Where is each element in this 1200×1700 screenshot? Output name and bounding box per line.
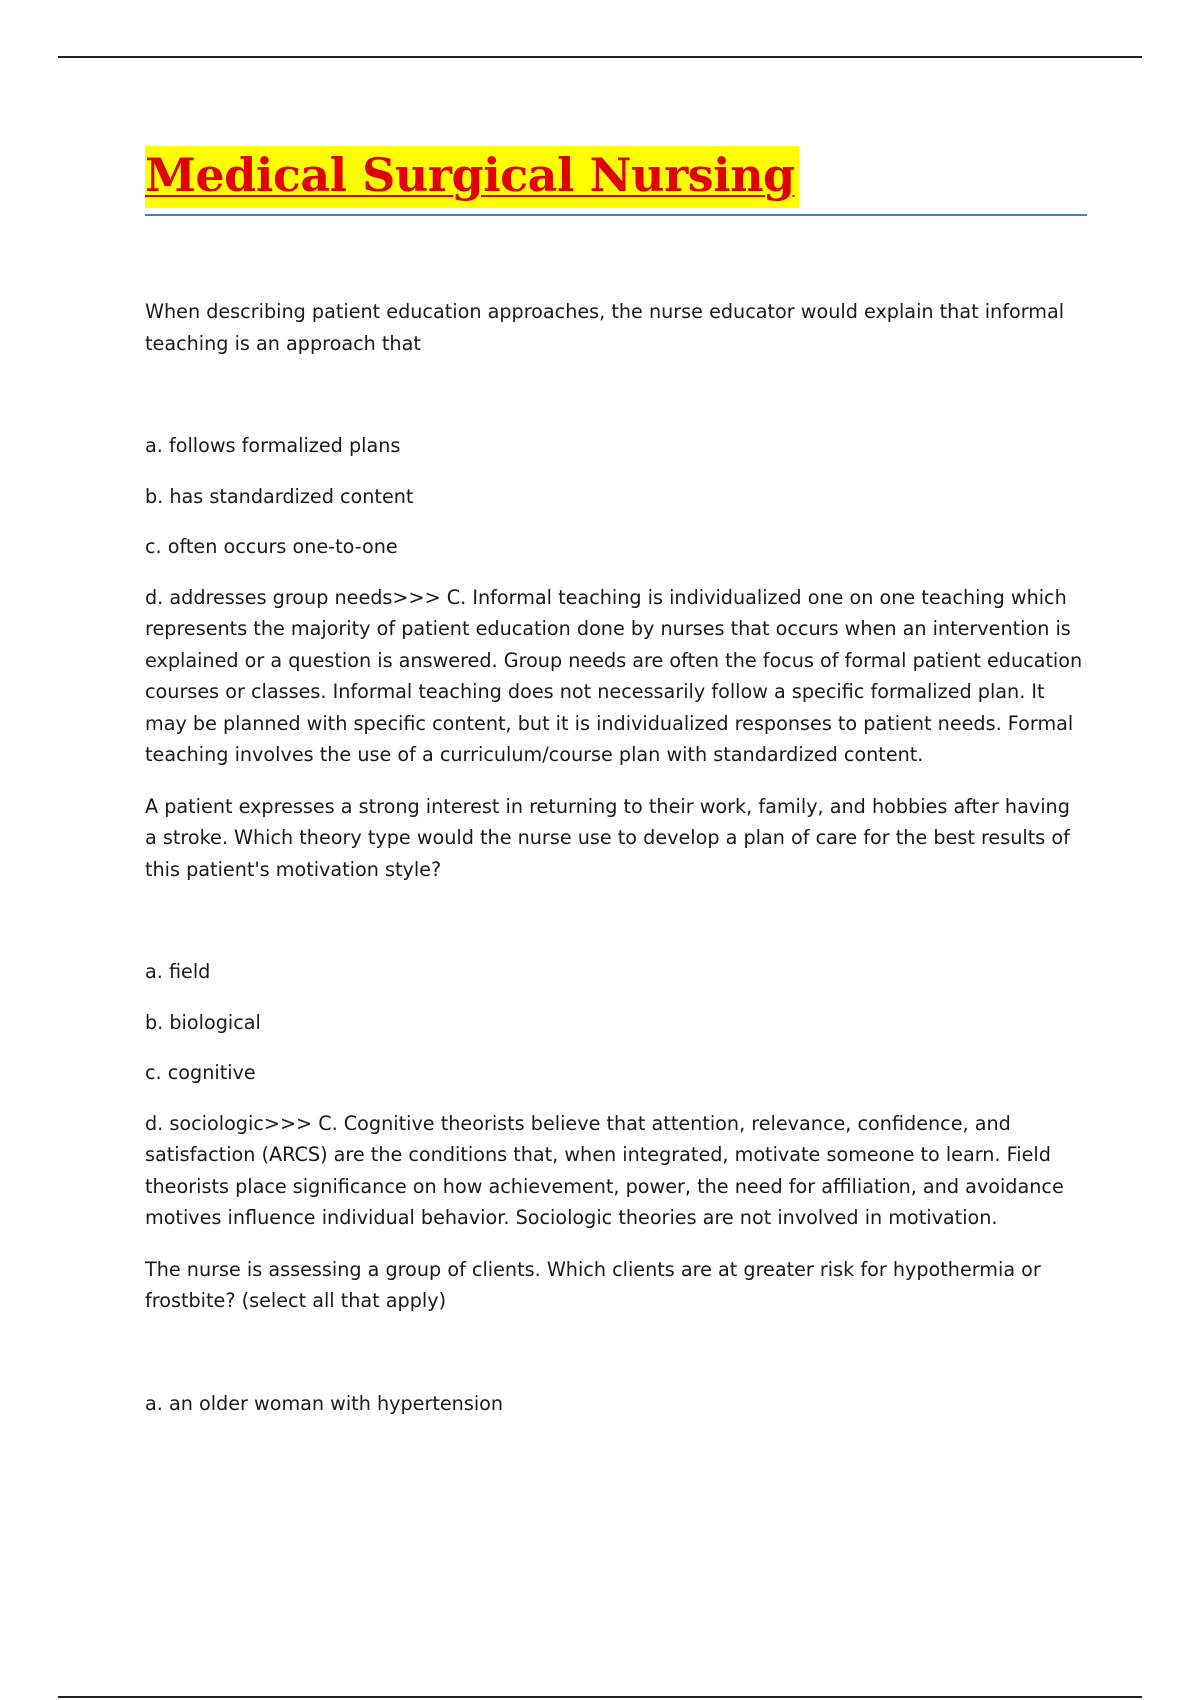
question-stem: A patient expresses a strong interest in returning to their work, family, and hobbies after having a stroke. Which theory type would the nurse use to develop a plan of care for the best results of this patient's motivation style? [145,794,1070,881]
answer-option: c. often occurs one-to-one [145,535,398,558]
answer-explanation: d. addresses group needs>>> C. Informal teaching is individualized one on one teaching which represents the majority of patient education done by nurses that occurs when an intervention is explained or a question is answered. Group needs are often the focus of formal patient education courses or classes. Informal teaching does not necessarily follow a specific formalized plan. It may be planned with specific content, but it is individualized responses to patient needs. Formal teaching involves the use of a curriculum/course plan with standardized content. [145,585,1083,766]
footer-rule [58,1696,1142,1698]
answer-option: a. follows formalized plans [145,434,401,457]
question-stem: The nurse is assessing a group of clients. Which clients are at greater risk for hypothermia or frostbite? (select all that apply) [145,1257,1041,1312]
document-title: Medical Surgical Nursing [145,146,799,208]
document-body [145,296,1085,1438]
answer-option: a. an older woman with hypertension [145,1391,504,1415]
answer-option: c. cognitive [145,1061,256,1084]
answer-option: b. has standardized content [145,484,414,508]
answer-option: a. field [145,960,211,983]
answer-explanation: d. sociologic>>> C. Cognitive theorists believe that attention, relevance, confidence, and satisfaction (ARCS) are the conditions that, when integrated, motivate someone to learn. Field theorists place significance on how achievement, power, the need for affiliation, and avoidance motives influence individual behavior. Sociologic theories are not involved in motivation. [145,1111,1064,1229]
title-block [145,146,1087,216]
answer-option: b. biological [145,1010,261,1034]
question-stem: When describing patient education approaches, the nurse educator would explain that informal teaching is an approach that [145,300,1065,355]
header-rule [58,56,1142,58]
